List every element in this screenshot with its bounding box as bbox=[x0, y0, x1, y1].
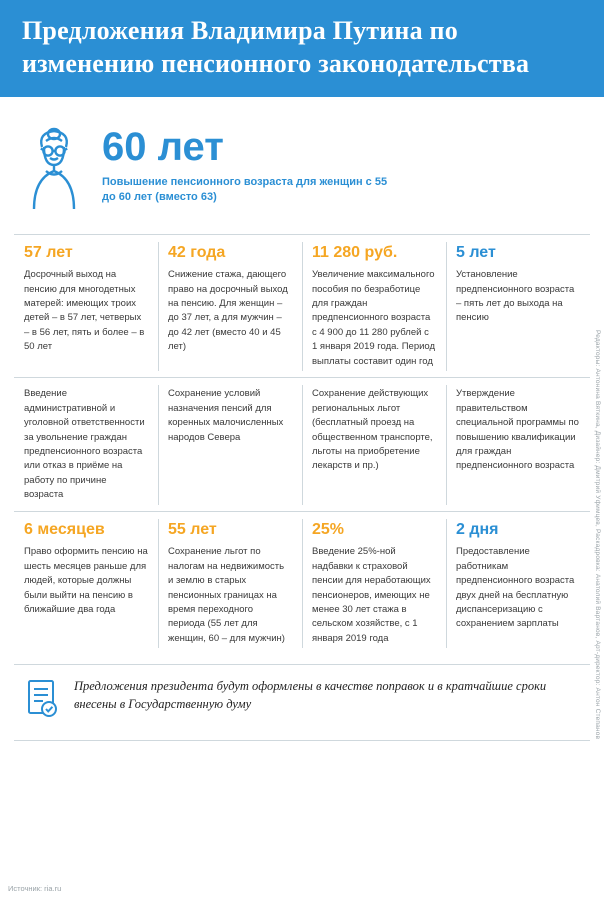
hero-description: Повышение пенсионного возраста для женщин с 55 до 60 лет (вместо 63) bbox=[102, 175, 388, 203]
fact-card bbox=[14, 387, 158, 503]
fact-card bbox=[446, 387, 590, 503]
facts-row bbox=[14, 234, 590, 378]
fact-text: Введение административной и уголовной ответственности за увольнение граждан предпенсионного возраста или отказ в приёме на работу по причине возраста bbox=[24, 388, 145, 501]
fact-text: Увеличение максимального пособия по безработице для граждан предпенсионного возраста с 4 900 до 11 280 рублей с 1 января 2019 года. Период выплаты составит один год bbox=[312, 269, 436, 367]
credits-label: Редакторы: Антонина Вяткина, Дизайнер: Дмитрий Уфимцев, Раскадровка: Анатолий Вартанов, Арт-директор: Антон Степанов bbox=[594, 330, 601, 740]
footer-note-text: Предложения президента будут оформлены в качестве поправок и в кратчайшие сроки внесены в Государственную думу bbox=[74, 679, 547, 712]
hero-number: 60 лет bbox=[102, 124, 224, 169]
fact-card bbox=[446, 244, 590, 370]
fact-text: Утверждение правительством специальной программы по повышению квалификации для граждан предпенсионного возраста bbox=[456, 388, 579, 472]
fact-card bbox=[158, 387, 302, 503]
facts-row bbox=[14, 377, 590, 511]
hero-text-block bbox=[102, 123, 402, 205]
fact-title: 42 года bbox=[168, 243, 226, 261]
page-title: Предложения Владимира Путина по изменению пенсионного законодательства bbox=[22, 16, 530, 79]
fact-card bbox=[158, 521, 302, 647]
fact-text: Сохранение действующих региональных льгот (бесплатный проезд на общественном транспорте, льготы на приобретение лекарств и пр.) bbox=[312, 388, 433, 472]
hero-section bbox=[0, 97, 604, 234]
fact-title: 2 дня bbox=[456, 520, 499, 538]
fact-card bbox=[446, 521, 590, 647]
fact-text: Досрочный выход на пенсию для многодетных матерей: имеющих троих детей – в 57 лет, четверых – в 56 лет, пять и более – в 50 лет bbox=[24, 269, 145, 353]
fact-text: Снижение стажа, дающего право на досрочный выход на пенсию. Для женщин – до 37 лет, а для мужчин – до 42 лет (вместо 40 и 45 лет) bbox=[168, 269, 288, 353]
fact-title: 57 лет bbox=[24, 243, 73, 261]
fact-text: Право оформить пенсию на шесть месяцев раньше для людей, которые должны были выйти на пенсию в ближайшие два года bbox=[24, 546, 148, 616]
fact-title: 6 месяцев bbox=[24, 520, 105, 538]
fact-card bbox=[14, 244, 158, 370]
fact-text: Сохранение условий назначения пенсий для коренных малочисленных народов Севера bbox=[168, 388, 284, 443]
fact-card bbox=[302, 244, 446, 370]
fact-card bbox=[302, 387, 446, 503]
document-icon bbox=[22, 677, 60, 726]
fact-card bbox=[14, 521, 158, 647]
fact-card bbox=[158, 244, 302, 370]
fact-text: Сохранение льгот по налогам на недвижимость и землю в старых пенсионных границах на время переходного периода (55 лет для женщин, 60 – для мужчин) bbox=[168, 546, 285, 644]
facts-grid bbox=[0, 234, 604, 655]
fact-text: Предоставление работникам предпенсионного возраста двух дней на бесплатную диспансеризацию с сохранением зарплаты bbox=[456, 546, 575, 630]
fact-title: 5 лет bbox=[456, 243, 496, 261]
source-label: Источник: ria.ru bbox=[8, 884, 62, 893]
facts-row bbox=[14, 511, 590, 655]
fact-title: 11 280 руб. bbox=[312, 243, 398, 261]
fact-text: Введение 25%-ной надбавки к страховой пенсии для неработающих пенсионеров, имеющих не менее 30 лет стажа в сельском хозяйстве, с 1 января 2019 года bbox=[312, 546, 431, 644]
fact-text: Установление предпенсионного возраста – пять лет до выхода на пенсию bbox=[456, 269, 575, 324]
header-banner bbox=[0, 0, 604, 97]
fact-title: 55 лет bbox=[168, 520, 217, 538]
woman-figure-icon bbox=[22, 125, 86, 216]
fact-card bbox=[302, 521, 446, 647]
fact-title: 25% bbox=[312, 520, 345, 538]
footer-note bbox=[14, 664, 590, 741]
